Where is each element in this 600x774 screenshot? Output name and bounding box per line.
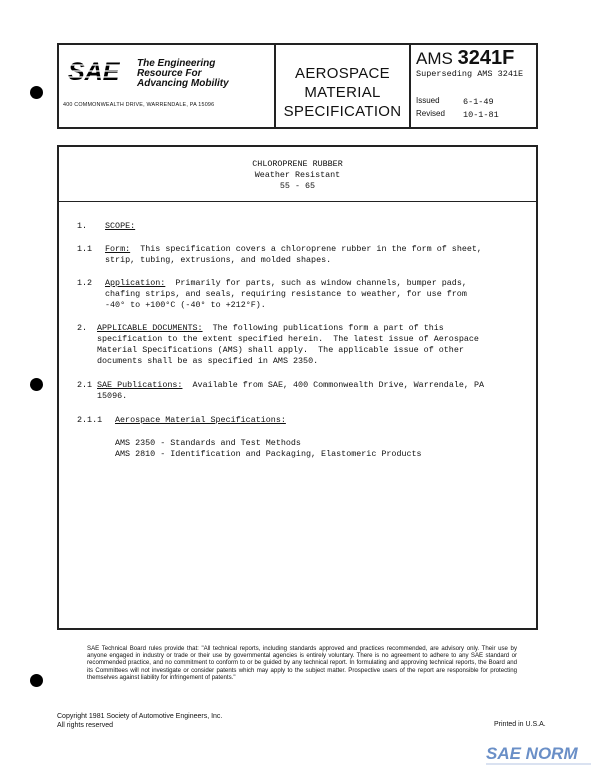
reference-item: AMS 2810 - Identification and Packaging, Elastomeric Products	[115, 449, 422, 459]
issued-label: Issued	[416, 96, 440, 105]
doc-type-title: AEROSPACE MATERIAL SPECIFICATION	[283, 65, 402, 120]
section-number: 1.	[77, 221, 88, 231]
rights-line: All rights reserved	[57, 722, 114, 729]
section-heading-scope: SCOPE:	[105, 221, 136, 231]
issued-date: 6-1-49	[463, 97, 494, 107]
publisher-address: 400 COMMONWEALTH DRIVE, WARRENDALE, PA 15096	[63, 102, 215, 108]
sae-logo	[67, 57, 125, 83]
punch-hole	[30, 86, 43, 99]
punch-hole	[30, 674, 43, 687]
svg-text:SAE NORM: SAE NORM	[486, 744, 578, 763]
specification-body	[57, 145, 538, 630]
section-application: Application: Primarily for parts, such as window channels, bumper pads,	[105, 278, 467, 288]
copyright-block	[57, 712, 222, 730]
section-number: 2.1.1	[77, 415, 103, 425]
board-rules-notice: SAE Technical Board rules provide that: "All technical reports, including standards approved and practices recommended, are advisory only. Their use by anyone engaged in industry or trade or their use by governmental agencies is entirely voluntary. There is no agreement to adhere to any SAE standard or recommended practice, and no commitment to conform to or be guided by any technical report. In formulating and approving technical reports, the Board and its Committees will not investigate or consider patents which may apply to the subject matter. Prospective users of the report are responsible for protecting themselves against liability for infringement of patents."	[87, 645, 517, 681]
copyright-line: Copyright 1981 Society of Automotive Engineers, Inc.	[57, 713, 223, 720]
section-sae-publications: SAE Publications: Available from SAE, 400 Commonwealth Drive, Warrendale, PA	[97, 380, 485, 390]
text-line: documents shall be as specified in AMS 2350.	[97, 356, 319, 366]
doc-type-block	[276, 45, 411, 127]
section-form: Form: This specification covers a chloroprene rubber in the form of sheet,	[105, 244, 482, 254]
printed-location: Printed in U.S.A.	[494, 721, 546, 728]
section-applicable-documents: APPLICABLE DOCUMENTS: The following publications form a part of this	[97, 323, 444, 333]
section-number: 2.1	[77, 380, 93, 390]
tagline: The Engineering Resource For Advancing Mobility	[137, 58, 229, 89]
text-line: -40° to +100°C (-40° to +212°F).	[105, 300, 266, 310]
revised-date: 10-1-81	[463, 110, 499, 120]
spec-title: CHLOROPRENE RUBBER Weather Resistant 55 - 65	[252, 159, 343, 191]
section-number: 1.1	[77, 244, 93, 254]
ams-number: AMS 3241F	[416, 47, 515, 69]
punch-hole	[30, 378, 43, 391]
text-line: strip, tubing, extrusions, and molded shapes.	[105, 255, 332, 265]
revised-label: Revised	[416, 109, 445, 118]
text-line: chafing strips, and seals, requiring resistance to weather, for use from	[105, 289, 467, 299]
publisher-block	[59, 45, 276, 127]
reference-item: AMS 2350 - Standards and Test Methods	[115, 438, 301, 448]
superseding-note: Superseding AMS 3241E	[416, 69, 524, 79]
text-line: 15096.	[97, 391, 128, 401]
section-ams-heading: Aerospace Material Specifications:	[115, 415, 286, 425]
divider	[59, 201, 536, 202]
sae-norm-watermark	[486, 740, 594, 768]
text-line: Material Specifications (AMS) shall apply. The applicable issue of other	[97, 345, 464, 355]
doc-number-block	[411, 45, 536, 127]
document-header	[57, 43, 538, 129]
section-number: 2.	[77, 323, 88, 333]
text-line: specification to the extent specified herein. The latest issue of Aerospace	[97, 334, 479, 344]
section-number: 1.2	[77, 278, 93, 288]
svg-text:SAE: SAE	[68, 58, 120, 83]
